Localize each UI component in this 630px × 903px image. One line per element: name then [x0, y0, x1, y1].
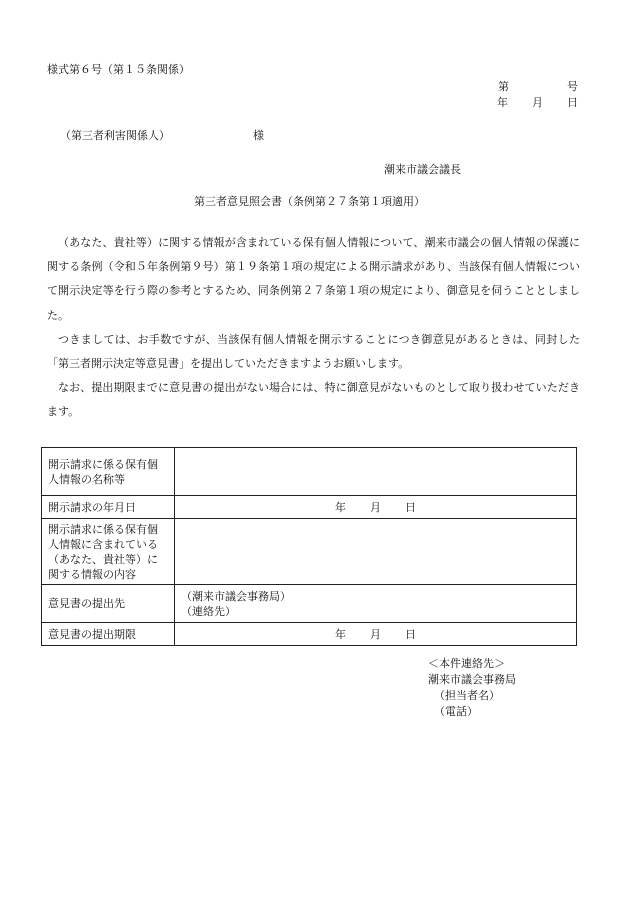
honorific: 様: [253, 129, 264, 142]
submission-contact: （連絡先）: [181, 604, 236, 618]
date-year: 年: [335, 500, 346, 514]
paragraph-1: （あなた、貴社等）に関する情報が含まれている保有個人情報について、潮来市議会の個人情報の保護に関する条例（令和５年条例第９号）第１９条第１項の規定による開示請求があり、当該保有個人情報について開示決定等を行う際の参考とするため、同条例第２７条第１項の規定により、御意見を伺うこととしました。: [47, 236, 580, 322]
contact-person: （担当者名）: [434, 689, 500, 702]
date-year: 年: [335, 627, 346, 641]
paragraph-2: つきましては、お手数ですが、当該保有個人情報を開示することにつき御意見があるときは、同封した「第三者開示決定等意見書」を提出していただきますようお願いします。: [47, 332, 580, 371]
date-month: 月: [370, 500, 381, 514]
table-value: [175, 585, 577, 623]
doc-number-dai: 第: [498, 80, 509, 93]
table-value-date: [175, 623, 577, 646]
info-table: [41, 447, 577, 646]
table-row: [42, 496, 577, 519]
date-day: 日: [567, 96, 578, 109]
date-month: 月: [370, 627, 381, 641]
date-day: 日: [405, 500, 416, 514]
date-month: 月: [532, 96, 543, 109]
contact-block: [428, 656, 516, 720]
table-row: [42, 623, 577, 646]
table-row: [42, 448, 577, 496]
form-number: 様式第６号（第１５条関係）: [47, 63, 190, 76]
sender: 潮来市議会議長: [384, 163, 461, 176]
table-value-date: [175, 496, 577, 519]
date-year: 年: [497, 96, 508, 109]
date-day: 日: [405, 627, 416, 641]
table-value: [175, 519, 577, 585]
table-label: 開示請求に係る保有個人情報に含まれている（あなた、貴社等）に関する情報の内容: [42, 519, 175, 585]
contact-heading: ＜本件連絡先＞: [428, 657, 505, 670]
recipient: （第三者利害関係人）: [60, 129, 170, 142]
table-label: 開示請求に係る保有個人情報の名称等: [42, 448, 175, 496]
page-title: 第三者意見照会書（条例第２７条第１項適用）: [194, 195, 425, 208]
doc-number-go: 号: [567, 80, 578, 93]
table-label: 意見書の提出先: [42, 585, 175, 623]
table-label: 意見書の提出期限: [42, 623, 175, 646]
submission-office: （潮来市議会事務局）: [181, 589, 291, 603]
table-label: 開示請求の年月日: [42, 496, 175, 519]
document-number: [498, 80, 578, 94]
contact-office: 潮来市議会事務局: [428, 673, 516, 686]
contact-phone: （電話）: [434, 705, 478, 718]
paragraph-3: なお、提出期限までに意見書の提出がない場合には、特に御意見がないものとして取り扱わせていただきます。: [47, 381, 580, 419]
table-row: [42, 585, 577, 623]
document-date: [497, 96, 578, 110]
table-row: [42, 519, 577, 585]
body-text: [47, 231, 580, 425]
table-value: [175, 448, 577, 496]
